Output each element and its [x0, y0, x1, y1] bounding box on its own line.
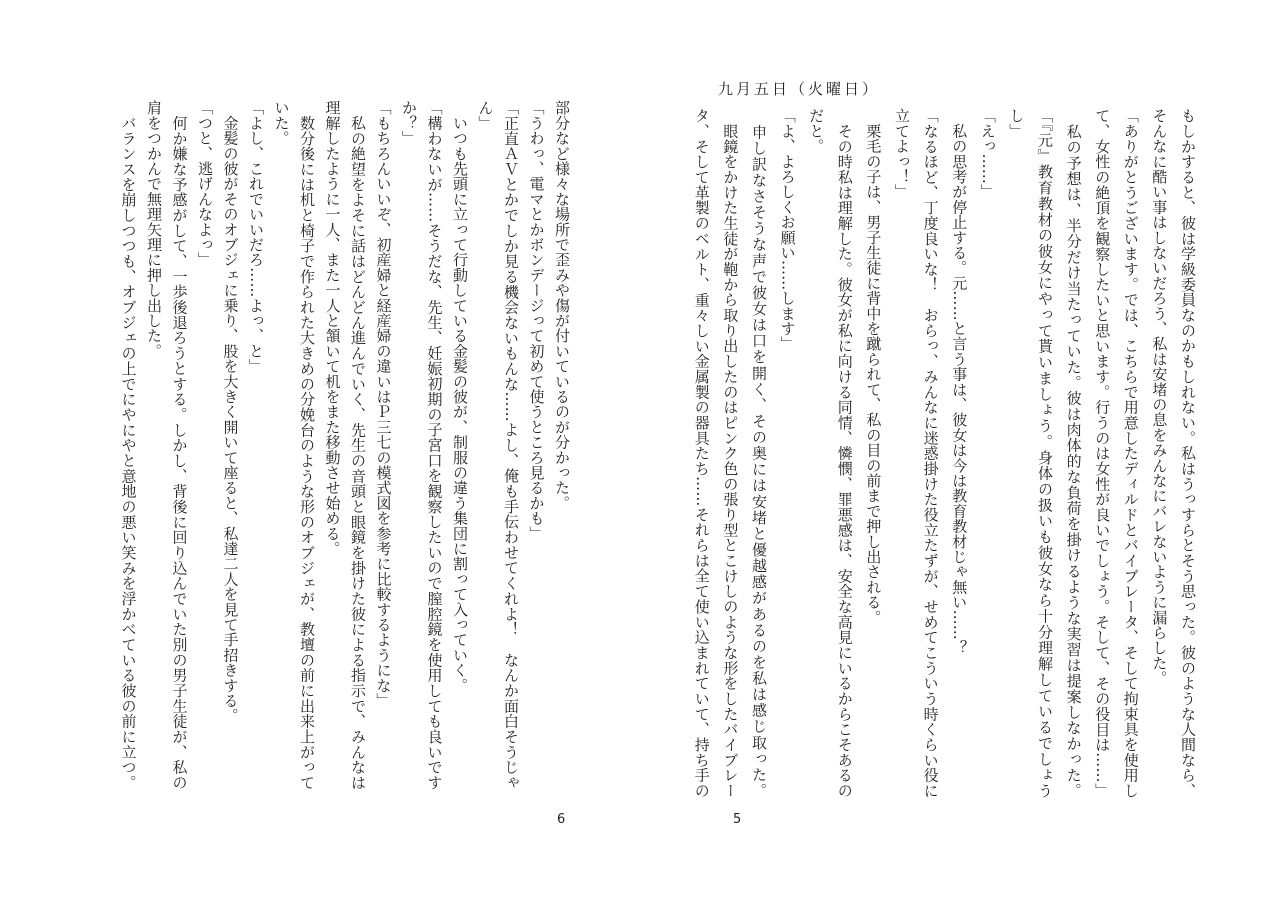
text-line: 私の予想は、半分だけ当たっていた。彼は肉体的な負荷を掛けるような実習は提案しなかった。	[1064, 108, 1083, 798]
text-line: いた。	[272, 100, 291, 146]
text-line: 「よ、よろしくお願い……します」	[778, 108, 797, 352]
text-line: 何か嫌な予感がして、一歩後退ろうとする。しかし、背後に回り込んでいた別の男子生徒が、私の	[170, 100, 189, 790]
text-line: だと。	[807, 108, 826, 154]
page-number: 6	[557, 812, 566, 827]
text-line: 理解したように一人、また一人と頷いて机をまた移動させ始める。	[323, 100, 342, 556]
page-number: 5	[733, 812, 742, 827]
text-line: 「もちろんいいぞ、初産婦と経産婦の違いはＰ三七の模式図を参考に比較するようにな」	[374, 100, 393, 708]
text-line: 「ありがとうございます。では、こちらで用意したディルドとバイブレータ、そして拘束具を使用し	[1121, 108, 1140, 798]
text-line: 立てよっ！」	[893, 108, 911, 200]
text-line: 「なるほど、丁度良いな！ おらっ、みんなに迷惑掛けた役立たずが、せめてこういう時くらい役に	[921, 108, 940, 798]
text-line: 「『元』教育教材の彼女にやって貰いましょう。身体の扱いも彼女なら十分理解しているでしょう	[1036, 108, 1054, 798]
text-line: 「正直ＡＶとかでしか見る機会ないもんな……よし、俺も手伝わせてくれよ！ なんか面白そうじゃ	[502, 100, 520, 790]
text-line: いつも先頭に立って行動している金髪の彼が、制服の違う集団に割って入っていく。	[451, 100, 469, 693]
text-line: 「うわっ、電マとかボンデージって初めて使うところ見るかも」	[527, 100, 546, 541]
text-line: ん」	[476, 100, 495, 131]
text-line: 「構わないが……そうだな、先生、妊娠初期の子宮口を観察したいので膣腔鏡を使用しても良いです	[425, 100, 444, 790]
text-line: 「つと、逃げんなよっ」	[196, 100, 214, 268]
text-line: 肩をつかんで無理矢理に押し出した。	[145, 100, 163, 359]
right-page	[640, 0, 1280, 905]
text-line: 数分後には机と椅子で作られた大きめの分娩台のような形のオブジェが、教壇の前に出来上がって	[298, 100, 316, 790]
date-header: 九月五日（火曜日）	[718, 80, 881, 98]
text-line: て、女性の絶頂を観察したいと思います。行うのは女性が良いでしょう。そして、その役目は……」	[1093, 108, 1112, 798]
text-line: か？」	[400, 100, 418, 146]
text-line: 「よし、これでいいだろ……よっ、と」	[247, 100, 265, 374]
text-line: 私の絶望をよそに話はどんどん進んでいく、先生の音頭と眼鏡を掛けた彼による指示で、みんなは	[349, 100, 367, 790]
text-line: バランスを崩しつつも、オブジェの上でにやにやと意地の悪い笑みを浮かべている彼の前に立つ。	[119, 100, 138, 790]
text-line: その時私は理解した。彼女が私に向ける同情、憐憫、罪悪感は、安全な高見にいるからこそあるの	[835, 108, 854, 798]
text-line: 栗毛の子は、男子生徒に背中を蹴られて、私の目の前まで押し出される。	[864, 108, 883, 625]
text-line: 部分など様々な場所で歪みや傷が付いているのが分かった。	[553, 100, 571, 511]
text-line: タ、そして革製のベルト、重々しい金属製の器具たち……それらは全て使い込まれていて、持ち手の	[692, 108, 711, 798]
text-line: 私の思考が停止する。元……と言う事は、彼女は今は教育教材じゃ無い……？	[950, 108, 969, 656]
text-line: もしかすると、彼は学級委員なのかもしれない。私はうっすらとそう思った。彼のような人間なら、	[1179, 108, 1197, 798]
text-line: そんなに酷い事はしないだろう、私は安堵の息をみんなにバレないように漏らした。	[1150, 108, 1169, 686]
text-line: 眼鏡をかけた生徒が鞄から取り出したのはピンク色の張り型とこけしのような形をしたバイブレー	[721, 108, 740, 798]
text-line: 申し訳なさそうな声で彼女は口を開く、その奥には安堵と優越感があるのを私は感じ取った。	[750, 108, 768, 798]
text-line: 「えっ……」	[978, 108, 997, 200]
text-line: し」	[1007, 108, 1026, 139]
text-line: 金髪の彼がそのオブジェに乗り、股を大きく開いて座ると、私達二人を見て手招きする。	[221, 100, 240, 724]
